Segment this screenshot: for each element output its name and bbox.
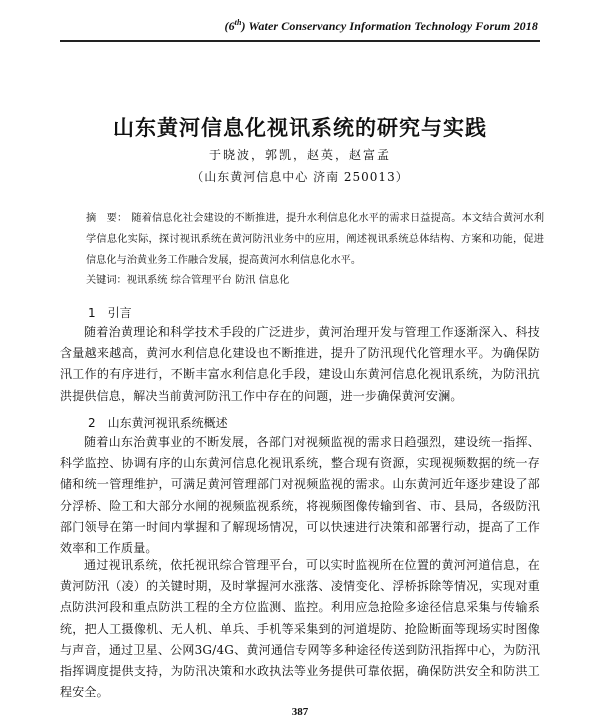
paragraph: 通过视讯系统，依托视讯综合管理平台，可以实时监视所在位置的黄河河道信息，在黄河防汛（凌）的关键时期，及时掌握河水涨落、凌情变化、浮桥拆除等情况，实现对重点防洪河段和重点防洪工程的全方位监测、监控。利用应急抢险多途径信息采集与传输系统，把人工摄像机、无人机、单兵、手机等采集到的河道堤防、抢险断面等现场实时图像与声音，通过卫星、公网3G/4G、黄河通信专网等多种途径传送到防汛指挥中心，为防汛指挥调度提供支持，为防汛决策和水政执法等业务提供可靠依据，确保防洪安全和防洪工程安全。 — [60, 558, 540, 700]
paragraph: 随着山东治黄事业的不断发展，各部门对视频监视的需求日趋强烈，建设统一指挥、科学监控、协调有序的山东黄河信息化视讯系统，整合现有资源，实现视频数据的统一存储和统一管理维护，可满足黄河管理部门对视频监视的需求。山东黄河近年逐步建设了部分浮桥、险工和大部分水闸的视频监视系统，将视频图像传输到省、市、县局，各级防汛部门领导在第一时间内掌握和了解现场情况，可以快速进行决策和部署行动，提高了工作效率和工作质量。 — [60, 435, 540, 556]
paragraph: 随着治黄理论和科学技术手段的广泛进步，黄河治理开发与管理工作逐渐深入、科技含量越来越高，黄河水利信息化建设也不断推进，提升了防汛现代化管理水平。为确保防汛工作的有序进行，不断丰富水利信息化手段，建设山东黄河信息化视讯系统，为防汛抗洪提供信息，解决当前黄河防汛工作中存在的问题，进一步确保黄河安澜。 — [60, 325, 540, 403]
section-heading-overview: 2 山东黄河视讯系统概述 — [88, 416, 228, 430]
page-number: 387 — [291, 706, 309, 718]
paper-affiliation: （山东黄河信息中心 济南 250013） — [191, 170, 409, 184]
abstract-text: 随着信息化社会建设的不断推进，提升水利信息化水平的需求日益提高。本文结合黄河水利学信息化实际，探讨视讯系统在黄河防汛业务中的应用，阐述视讯系统总体结构、方案和功能，促进信息化与治黄业务工作融合发展，提高黄河水利信息化水平。 — [86, 213, 545, 266]
section-heading-introduction: 1 引言 — [88, 306, 132, 320]
keywords-label: 关键词： — [86, 275, 127, 286]
abstract — [86, 208, 544, 271]
keywords-text: 视讯系统 综合管理平台 防汛 信息化 — [126, 275, 290, 286]
running-header — [60, 14, 540, 42]
keywords — [86, 272, 544, 290]
running-header-text: (6th) Water Conservancy Information Technology Forum 2018 — [224, 18, 538, 33]
paper-title: 山东黄河信息化视讯系统的研究与实践 — [113, 115, 487, 140]
paper-authors: 于晓波，郭凯，赵英，赵富孟 — [208, 148, 391, 162]
abstract-label: 摘 要： — [86, 213, 128, 224]
